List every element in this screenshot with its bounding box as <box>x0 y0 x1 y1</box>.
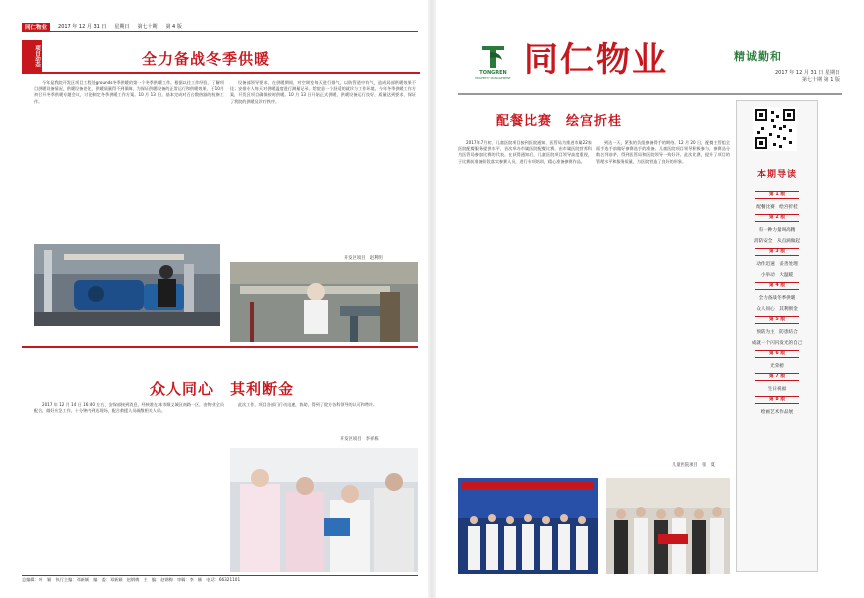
left-page <box>0 0 428 598</box>
right-article-column-2 <box>596 140 730 458</box>
toc-item[interactable]: 有一种力量叫高精 <box>758 228 796 233</box>
toc-item[interactable]: 绘画艺术作品展 <box>760 410 794 415</box>
toc-edition-label: 第 4 版 <box>755 282 799 290</box>
right-article-signature: 儿童医院项目 张 夏 <box>672 463 715 468</box>
article1-signature: 开发区项目 赵利明 <box>344 256 383 261</box>
article1-text-1: 今年是我院开发区项目工程处grounds冬季供暖的第一个冬季供暖工作。根据以往工作经验，了解项目供暖设备情况，供暖设备老化，供暖质量得不到保障，为保证供暖设备的正常运行和供暖效果，于10月初召开冬季供暖专题会议，讨论制定冬季供暖工作方案。10 月 13 日，基本完成对百台散热器的检修工作。 <box>34 80 224 104</box>
header-date: 2017 年 12 月 31 日 <box>58 24 107 30</box>
toc-item[interactable]: 预防为主 防患结合 <box>756 330 798 335</box>
masthead-issue: 第七十期 第 1 版 <box>802 76 840 83</box>
table-of-contents <box>736 100 818 572</box>
toc-edition-label: 第 5 版 <box>755 316 799 324</box>
pipe-inspection-photo <box>230 262 418 342</box>
medical-team-photo <box>230 448 418 572</box>
qr-code-icon[interactable] <box>753 107 797 151</box>
toc-edition <box>737 396 817 415</box>
toc-edition <box>737 214 817 244</box>
brand-sub: PROPERTY MANAGEMENT <box>475 76 511 80</box>
toc-item[interactable]: 动作迅速 妥善处理 <box>756 262 798 267</box>
toc-item[interactable]: 成就一个闪闪发光的自己 <box>751 341 803 346</box>
toc-edition-label: 第 8 版 <box>755 396 799 404</box>
toc-item[interactable]: 小举动 大温暖 <box>760 273 794 278</box>
toc-edition-label: 第 2 版 <box>755 214 799 222</box>
toc-edition <box>737 316 817 346</box>
toc-edition-label: 第 3 版 <box>755 248 799 256</box>
article-divider <box>22 346 418 348</box>
article2-signature: 开发区项目 李祥栋 <box>340 437 379 442</box>
article2-column-1 <box>34 402 224 550</box>
toc-edition <box>737 350 817 369</box>
toc-edition <box>737 282 817 312</box>
toc-edition-label: 第 1 版 <box>755 191 799 199</box>
article2-column-2 <box>230 402 416 436</box>
masthead-date: 2017 年 12 月 31 日 星期日 <box>775 70 840 76</box>
right-article-text-2: 到达一天，紧张的负组参备得手的期待。12 月 20 日，配餐主管组全面手选手前做好参赛选手的准备。儿童医院项目领导积极参与，参赛品分数名列前茅，得到医管局和医院领导一致好评。此次比赛，提升了项目的管理水平和服务质量，为医院营造了良好的形象。 <box>596 140 730 164</box>
award-winners-photo <box>606 478 730 574</box>
toc-list <box>737 187 817 415</box>
toc-item[interactable]: 配餐比赛 绘宫折桂 <box>756 205 798 210</box>
award-stage-photo <box>458 478 598 574</box>
toc-edition-label: 第 7 版 <box>755 373 799 381</box>
toc-item[interactable]: 全力备战冬季供暖 <box>758 296 796 301</box>
column-tag: 项目动态 <box>22 40 42 72</box>
article2-title: 众人同心 其利断金 <box>150 380 295 398</box>
toc-item[interactable]: 消防安全 从点滴做起 <box>754 239 800 244</box>
article1-header <box>22 40 420 74</box>
masthead-motto: 精诚勤和 <box>734 50 782 63</box>
article1-title: 全力备战冬季供暖 <box>142 50 271 68</box>
right-article-column-1 <box>458 140 592 474</box>
toc-title: 本期导读 <box>756 170 797 180</box>
mini-logo: 同仁物业 <box>22 23 50 31</box>
article1-text-2: 设备部领导要求，在供暖期间，对空调室每天进行排气，以防管道中有气，造成局部供暖效果不佳；安排专人每天对供暖温度进行测量记录，给院意一个舒适的就诊与工作环境。今年冬季供暖工作方案，开发区项目确保按时供暖。10 月 13 日开始正式供暖，供暖设备运行良好，质量达到要求，保证了我院的供暖及诊疗秩序。 <box>230 80 416 104</box>
header-issue: 第七十期 <box>137 24 158 30</box>
left-page-header <box>22 22 418 32</box>
spread-gutter <box>428 0 436 598</box>
toc-item[interactable]: 光荣榜 <box>770 364 784 369</box>
masthead-title: 同仁物业 <box>524 40 668 80</box>
masthead-issue-info <box>754 70 840 83</box>
right-article-text-1: 2017年7月初，儿童医院项目接到医院通知，医管局为推进市属22家医院配餐服务提供水平，首次举办市属医院配餐比赛，由市属医院营养科为医管局参加比赛的代表。在获得通知后，儿童医院项目领导高度重视，于比赛前准备阶段落实参赛人员，进行专项培训，精心准备参赛作品。 <box>458 140 592 164</box>
article2-text-2: 此次工作，项目各部门行动迅速，协助、得到了院方各科领导的认可和赞许。 <box>238 402 378 407</box>
toc-edition <box>737 373 817 392</box>
boiler-room-photo <box>34 244 220 326</box>
brand-en: TONGREN <box>479 70 507 76</box>
article2-text-1: 2017 年 12 月 14 日 16:40 左右，安保部接到消息，经核准在本市顺义城区南路一区，由物业全员配合，做好应急工作，十分钟内到达现场，配合救援人员疏散相关人员。 <box>34 402 224 414</box>
article1-column-2 <box>230 80 416 220</box>
article1-column-1 <box>34 80 224 230</box>
toc-edition <box>737 248 817 278</box>
toc-edition <box>737 191 817 210</box>
right-page <box>436 0 864 598</box>
right-article-title: 配餐比赛 绘宫折桂 <box>496 114 623 129</box>
toc-edition-label: 第 6 版 <box>755 350 799 358</box>
left-page-footer: 总编辑：叶 颖 执行主编：邓新颖 编 委：邓新颖 赵钢梅 主 编：赵钢梅 审稿：李 颖 电话：66321101 <box>22 575 418 584</box>
toc-item[interactable]: 众人同心 其利断金 <box>756 307 798 312</box>
masthead-rule <box>458 93 842 95</box>
tongren-logo-icon <box>475 38 511 80</box>
toc-item[interactable]: 生日祝福 <box>767 387 787 392</box>
header-page: 第 4 版 <box>165 24 182 30</box>
header-weekday: 星期日 <box>114 24 130 30</box>
